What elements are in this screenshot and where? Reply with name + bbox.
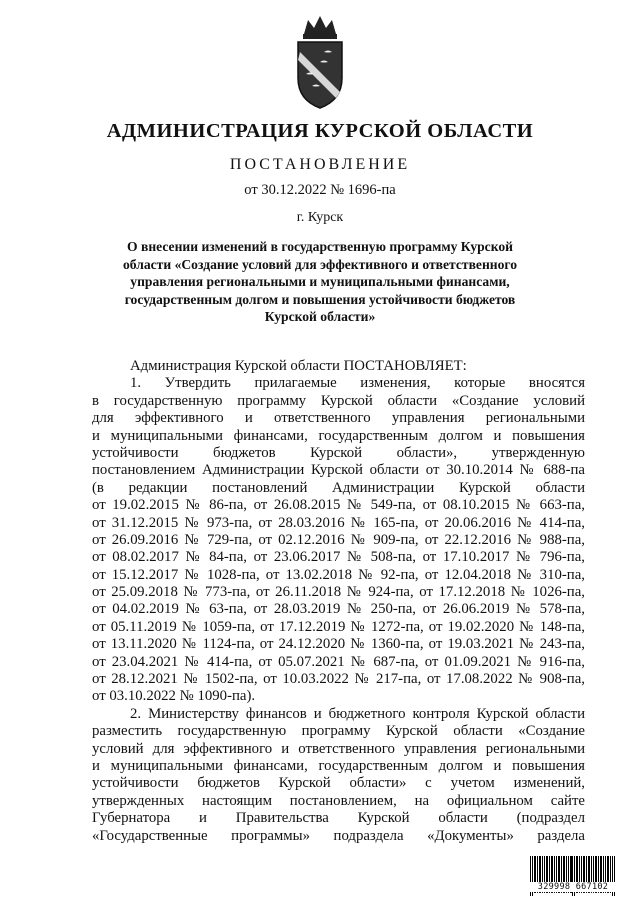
document-body bbox=[92, 358, 585, 845]
body-line: Администрация Курской области ПОСТАНОВЛЯЕТ: bbox=[130, 358, 467, 374]
body-line: от 04.02.2019 № 63-па, от 28.03.2019 № 250-па, от 26.06.2019 № 578-па, bbox=[92, 601, 585, 618]
body-line: 1. Утвердить прилагаемые изменения, которые вносятся bbox=[130, 375, 585, 392]
document-date-number: от 30.12.2022 № 1696-па bbox=[244, 182, 396, 198]
body-line: от 25.09.2018 № 773-па, от 26.11.2018 № 924-па, от 17.12.2018 № 1026-па, bbox=[92, 584, 585, 601]
document-city: г. Курск bbox=[296, 210, 344, 225]
body-line: Губернатора и Правительства Курской области (подраздел bbox=[92, 810, 585, 827]
body-line: разместить государственную программу Курской области «Создание bbox=[92, 723, 585, 740]
body-line: для эффективного и ответственного управления региональными bbox=[92, 410, 585, 427]
title-line: Курской области» bbox=[264, 309, 376, 325]
body-line: от 08.02.2017 № 84-па, от 23.06.2017 № 508-па, от 17.10.2017 № 796-па, bbox=[92, 549, 585, 566]
body-line: утвержденных настоящим постановлением, на официальном сайте bbox=[92, 792, 585, 809]
body-line: условий для эффективного и ответственного управления региональными bbox=[92, 740, 585, 757]
body-line: и муниципальными финансами, государственным долгом и повышения bbox=[92, 757, 585, 774]
body-line: от 26.09.2016 № 729-па, от 02.12.2016 № 909-па, от 22.12.2016 № 988-па, bbox=[92, 531, 585, 548]
body-line: от 05.11.2019 № 1059-па, от 17.12.2019 № 1272-па, от 19.02.2020 № 148-па, bbox=[92, 618, 585, 635]
coat-of-arms-icon bbox=[290, 12, 350, 112]
body-line: постановлением Администрации Курской области от 30.10.2014 № 688-па bbox=[92, 462, 585, 479]
body-line: от 13.11.2020 № 1124-па, от 24.12.2020 № 1360-па, от 19.03.2021 № 243-па, bbox=[92, 636, 585, 653]
body-line: от 15.12.2017 № 1028-па, от 13.02.2018 № 92-па, от 12.04.2018 № 310-па, bbox=[92, 566, 585, 583]
document-title bbox=[96, 238, 544, 326]
body-line: в государственную программу Курской области «Создание условий bbox=[92, 392, 585, 409]
title-line: области «Создание условий для эффективного и ответственного bbox=[122, 256, 518, 272]
title-line: государственным долгом и повышения устойчивости бюджетов bbox=[124, 291, 516, 307]
title-line: О внесении изменений в государственную программу Курской bbox=[127, 239, 513, 254]
body-line: (в редакции постановлений Администрации Курской области bbox=[92, 479, 585, 496]
body-line: 2. Министерству финансов и бюджетного контроля Курской области bbox=[130, 705, 585, 722]
body-line: «Государственные программы» подраздела «Документы» раздела bbox=[92, 827, 585, 844]
body-line: и муниципальными финансами, государственным долгом и повышения bbox=[92, 427, 585, 444]
body-line: устойчивости бюджетов Курской области», утвержденную bbox=[92, 444, 585, 461]
document-type-heading: ПОСТАНОВЛЕНИЕ bbox=[229, 156, 411, 173]
body-line: от 28.12.2021 № 1502-па, от 10.03.2022 № 217-па, от 17.08.2022 № 908-па, bbox=[92, 671, 585, 688]
body-line: от 19.02.2015 № 86-па, от 26.08.2015 № 549-па, от 08.10.2015 № 663-па, bbox=[92, 497, 585, 514]
barcode-number: 329998 667102 bbox=[530, 882, 616, 892]
organization-heading: АДМИНИСТРАЦИЯ КУРСКОЙ ОБЛАСТИ bbox=[106, 120, 534, 142]
body-line: устойчивости бюджетов Курской области» с учетом изменений, bbox=[92, 775, 585, 792]
body-line: от 31.12.2015 № 973-па, от 28.03.2016 № 165-па, от 20.06.2016 № 414-па, bbox=[92, 514, 585, 531]
title-line: управления региональными и муниципальными финансами, bbox=[130, 274, 510, 290]
body-line: от 03.10.2022 № 1090-па). bbox=[92, 688, 256, 705]
body-line: от 23.04.2021 № 414-па, от 05.07.2021 № 687-па, от 01.09.2021 № 916-па, bbox=[92, 653, 585, 670]
